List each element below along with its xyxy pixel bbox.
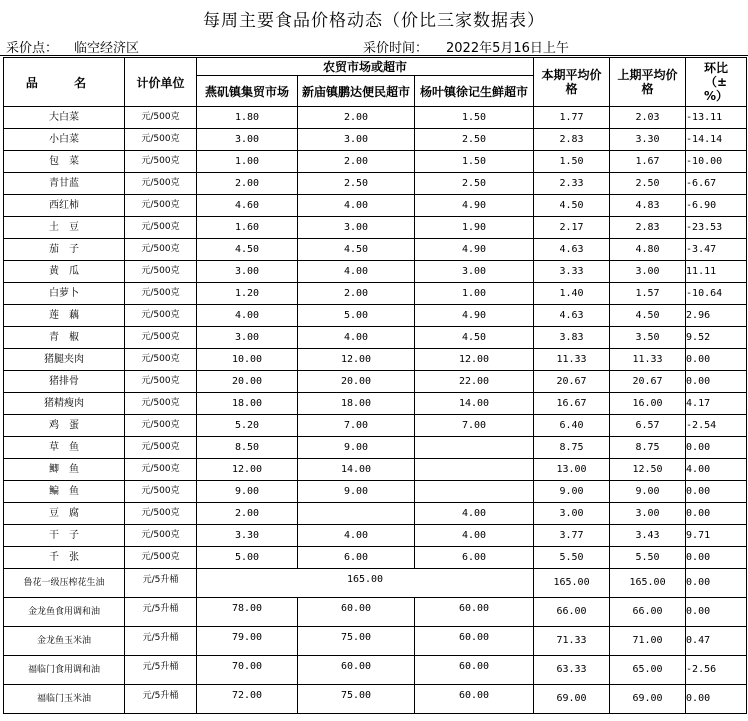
table-row: [4, 569, 747, 598]
table-row: [4, 283, 747, 305]
market-3-price: 4.90: [415, 195, 534, 217]
item-name: 鳊 鱼: [4, 481, 125, 503]
item-name: 鸡 蛋: [4, 415, 125, 437]
market-2-price: 2.50: [298, 173, 415, 195]
table-body: [4, 107, 747, 714]
market-2-price: 4.50: [298, 239, 415, 261]
market-3-price: 4.50: [415, 327, 534, 349]
header-current-avg: 本期平均价格: [534, 58, 610, 107]
market-2-price: 60.00: [298, 598, 415, 627]
market-3-price: 12.00: [415, 349, 534, 371]
item-name: 干 子: [4, 525, 125, 547]
change-pct: -6.67: [686, 173, 747, 195]
market-2-price: [298, 503, 415, 525]
table-row: [4, 305, 747, 327]
item-name: 青甘蓝: [4, 173, 125, 195]
item-unit: 元/500克: [125, 151, 197, 173]
time-value: 2022年5月16日上午: [446, 41, 569, 56]
item-unit: 元/500克: [125, 217, 197, 239]
price-table: [3, 57, 747, 714]
change-pct: -2.56: [686, 656, 747, 685]
market-1-price: 78.00: [197, 598, 298, 627]
market-1-price: 79.00: [197, 627, 298, 656]
market-2-price: 9.00: [298, 481, 415, 503]
current-avg: 69.00: [534, 685, 610, 714]
market-2-price: 14.00: [298, 459, 415, 481]
table-row: [4, 371, 747, 393]
header-market-3: 杨叶镇徐记生鲜超市: [415, 76, 534, 107]
change-pct: -10.00: [686, 151, 747, 173]
market-3-price: 4.00: [415, 525, 534, 547]
market-2-price: 2.00: [298, 283, 415, 305]
table-row: [4, 327, 747, 349]
prev-avg: 12.50: [610, 459, 686, 481]
market-3-price: [415, 481, 534, 503]
item-name: 豆 腐: [4, 503, 125, 525]
change-pct: 0.00: [686, 503, 747, 525]
meta-divider: [0, 55, 748, 56]
current-avg: 3.77: [534, 525, 610, 547]
market-1-price: 4.60: [197, 195, 298, 217]
item-unit: 元/500克: [125, 481, 197, 503]
market-2-price: 2.00: [298, 151, 415, 173]
prev-avg: 4.80: [610, 239, 686, 261]
market-1-price: 4.00: [197, 305, 298, 327]
page-title: 每周主要食品价格动态（价比三家数据表）: [203, 11, 545, 31]
current-avg: 3.33: [534, 261, 610, 283]
market-2-price: 4.00: [298, 525, 415, 547]
item-name: 青 椒: [4, 327, 125, 349]
current-avg: 11.33: [534, 349, 610, 371]
market-1-price: 5.20: [197, 415, 298, 437]
market-2-price: 5.00: [298, 305, 415, 327]
table-row: [4, 195, 747, 217]
change-pct: -23.53: [686, 217, 747, 239]
header-change: 环比（±%）: [686, 58, 747, 107]
market-2-price: 20.00: [298, 371, 415, 393]
change-pct: 11.11: [686, 261, 747, 283]
item-unit: 元/500克: [125, 261, 197, 283]
market-1-price: 2.00: [197, 173, 298, 195]
market-2-price: 7.00: [298, 415, 415, 437]
market-3-price: 2.50: [415, 173, 534, 195]
item-name: 西红柿: [4, 195, 125, 217]
current-avg: 2.33: [534, 173, 610, 195]
change-pct: -2.54: [686, 415, 747, 437]
market-3-price: 7.00: [415, 415, 534, 437]
item-unit: 元/500克: [125, 437, 197, 459]
current-avg: 63.33: [534, 656, 610, 685]
market-2-price: 3.00: [298, 217, 415, 239]
table-row: [4, 656, 747, 685]
current-avg: 3.00: [534, 503, 610, 525]
prev-avg: 2.83: [610, 217, 686, 239]
prev-avg: 3.00: [610, 261, 686, 283]
change-pct: 9.52: [686, 327, 747, 349]
market-3-price: 4.90: [415, 239, 534, 261]
prev-avg: 6.57: [610, 415, 686, 437]
item-unit: 元/5升桶: [125, 656, 197, 685]
market-2-price: 18.00: [298, 393, 415, 415]
item-name: 茄 子: [4, 239, 125, 261]
market-3-price: 2.50: [415, 129, 534, 151]
market-1-price: 1.00: [197, 151, 298, 173]
market-2-price: 9.00: [298, 437, 415, 459]
item-unit: 元/500克: [125, 173, 197, 195]
item-unit: 元/5升桶: [125, 569, 197, 598]
market-1-price: 10.00: [197, 349, 298, 371]
item-name: 小白菜: [4, 129, 125, 151]
market-3-price: 1.90: [415, 217, 534, 239]
item-unit: 元/500克: [125, 107, 197, 129]
table-row: [4, 415, 747, 437]
prev-avg: 165.00: [610, 569, 686, 598]
current-avg: 4.63: [534, 305, 610, 327]
market-1-price: 5.00: [197, 547, 298, 569]
table-row: [4, 107, 747, 129]
market-1-price: 3.00: [197, 129, 298, 151]
location-value: 临空经济区: [74, 41, 140, 56]
current-avg: 71.33: [534, 627, 610, 656]
item-unit: 元/500克: [125, 415, 197, 437]
header-market-1: 燕矶镇集贸市场: [197, 76, 298, 107]
market-2-price: 12.00: [298, 349, 415, 371]
time-label: 采价时间：: [363, 41, 429, 56]
market-2-price: 75.00: [298, 627, 415, 656]
table-row: [4, 685, 747, 714]
market-2-price: 6.00: [298, 547, 415, 569]
table-row: [4, 173, 747, 195]
item-unit: 元/500克: [125, 305, 197, 327]
change-pct: 0.00: [686, 569, 747, 598]
header-name: 品 名: [4, 58, 125, 107]
change-pct: 0.00: [686, 685, 747, 714]
market-3-price: [415, 459, 534, 481]
prev-avg: 20.67: [610, 371, 686, 393]
current-avg: 2.17: [534, 217, 610, 239]
market-1-price: 20.00: [197, 371, 298, 393]
table-row: [4, 598, 747, 627]
market-2-price: 4.00: [298, 195, 415, 217]
market-3-price: 1.50: [415, 107, 534, 129]
current-avg: 6.40: [534, 415, 610, 437]
change-pct: 4.00: [686, 459, 747, 481]
item-name: 金龙鱼玉米油: [4, 627, 125, 656]
current-avg: 13.00: [534, 459, 610, 481]
table-row: [4, 525, 747, 547]
change-pct: 2.96: [686, 305, 747, 327]
item-unit: 元/500克: [125, 547, 197, 569]
market-3-price: 22.00: [415, 371, 534, 393]
item-name: 白萝卜: [4, 283, 125, 305]
market-2-price: 2.00: [298, 107, 415, 129]
item-unit: 元/5升桶: [125, 685, 197, 714]
prev-avg: 2.50: [610, 173, 686, 195]
item-unit: 元/500克: [125, 459, 197, 481]
item-name: 包 菜: [4, 151, 125, 173]
market-3-price: 60.00: [415, 685, 534, 714]
item-name: 黄 瓜: [4, 261, 125, 283]
market-1-price: 2.00: [197, 503, 298, 525]
table-row: [4, 151, 747, 173]
prev-avg: 71.00: [610, 627, 686, 656]
change-pct: 0.00: [686, 437, 747, 459]
table-row: [4, 239, 747, 261]
change-pct: -3.47: [686, 239, 747, 261]
item-unit: 元/500克: [125, 129, 197, 151]
table-row: [4, 547, 747, 569]
market-3-price: 1.00: [415, 283, 534, 305]
prev-avg: 16.00: [610, 393, 686, 415]
prev-avg: 4.50: [610, 305, 686, 327]
market-1-price: 70.00: [197, 656, 298, 685]
change-pct: -14.14: [686, 129, 747, 151]
table-row: [4, 437, 747, 459]
item-unit: 元/500克: [125, 393, 197, 415]
current-avg: 20.67: [534, 371, 610, 393]
table-row: [4, 459, 747, 481]
market-1-price: 4.50: [197, 239, 298, 261]
current-avg: 8.75: [534, 437, 610, 459]
prev-avg: 1.67: [610, 151, 686, 173]
header-market-group: 农贸市场或超市: [197, 58, 534, 76]
item-name: 大白菜: [4, 107, 125, 129]
item-name: 鲫 鱼: [4, 459, 125, 481]
item-name: 千 张: [4, 547, 125, 569]
table-row: [4, 349, 747, 371]
market-3-price: 3.00: [415, 261, 534, 283]
market-3-price: 60.00: [415, 627, 534, 656]
prev-avg: 65.00: [610, 656, 686, 685]
change-pct: 0.47: [686, 627, 747, 656]
table-row: [4, 129, 747, 151]
item-name: 福临门食用调和油: [4, 656, 125, 685]
market-3-price: 60.00: [415, 598, 534, 627]
prev-avg: 3.30: [610, 129, 686, 151]
market-1-price: 12.00: [197, 459, 298, 481]
item-unit: 元/5升桶: [125, 627, 197, 656]
item-unit: 元/500克: [125, 349, 197, 371]
item-name: 金龙鱼食用调和油: [4, 598, 125, 627]
prev-avg: 3.00: [610, 503, 686, 525]
prev-avg: 3.43: [610, 525, 686, 547]
prev-avg: 1.57: [610, 283, 686, 305]
market-1-price: 3.00: [197, 327, 298, 349]
item-unit: 元/500克: [125, 371, 197, 393]
market-1-price: 1.80: [197, 107, 298, 129]
item-name: 土 豆: [4, 217, 125, 239]
item-unit: 元/500克: [125, 195, 197, 217]
market-1-price: 8.50: [197, 437, 298, 459]
prev-avg: 3.50: [610, 327, 686, 349]
merged-market-price: 165.00: [197, 569, 534, 598]
current-avg: 4.50: [534, 195, 610, 217]
table-row: [4, 503, 747, 525]
current-avg: 1.50: [534, 151, 610, 173]
market-3-price: 4.90: [415, 305, 534, 327]
market-1-price: 1.20: [197, 283, 298, 305]
current-avg: 9.00: [534, 481, 610, 503]
item-name: 草 鱼: [4, 437, 125, 459]
market-3-price: 4.00: [415, 503, 534, 525]
market-3-price: 60.00: [415, 656, 534, 685]
current-avg: 1.40: [534, 283, 610, 305]
item-unit: 元/500克: [125, 525, 197, 547]
prev-avg: 4.83: [610, 195, 686, 217]
current-avg: 1.77: [534, 107, 610, 129]
market-1-price: 3.00: [197, 261, 298, 283]
change-pct: 0.00: [686, 547, 747, 569]
item-name: 猪腿夹肉: [4, 349, 125, 371]
prev-avg: 8.75: [610, 437, 686, 459]
header-market-2: 新庙镇鹏达便民超市: [298, 76, 415, 107]
market-2-price: 4.00: [298, 327, 415, 349]
current-avg: 16.67: [534, 393, 610, 415]
market-1-price: 9.00: [197, 481, 298, 503]
market-3-price: 6.00: [415, 547, 534, 569]
table-row: [4, 261, 747, 283]
item-name: 福临门玉米油: [4, 685, 125, 714]
item-name: 猪排骨: [4, 371, 125, 393]
market-1-price: 18.00: [197, 393, 298, 415]
change-pct: -6.90: [686, 195, 747, 217]
item-unit: 元/500克: [125, 327, 197, 349]
table-row: [4, 481, 747, 503]
current-avg: 3.83: [534, 327, 610, 349]
header-prev-avg: 上期平均价格: [610, 58, 686, 107]
change-pct: 4.17: [686, 393, 747, 415]
change-pct: -10.64: [686, 283, 747, 305]
header-unit: 计价单位: [125, 58, 197, 107]
current-avg: 165.00: [534, 569, 610, 598]
current-avg: 66.00: [534, 598, 610, 627]
current-avg: 4.63: [534, 239, 610, 261]
change-pct: 9.71: [686, 525, 747, 547]
market-2-price: 4.00: [298, 261, 415, 283]
market-1-price: 72.00: [197, 685, 298, 714]
market-2-price: 75.00: [298, 685, 415, 714]
item-unit: 元/500克: [125, 239, 197, 261]
item-unit: 元/500克: [125, 283, 197, 305]
market-1-price: 3.30: [197, 525, 298, 547]
market-2-price: 3.00: [298, 129, 415, 151]
change-pct: 0.00: [686, 481, 747, 503]
item-name: 鲁花一级压榨花生油: [4, 569, 125, 598]
prev-avg: 9.00: [610, 481, 686, 503]
prev-avg: 66.00: [610, 598, 686, 627]
market-3-price: [415, 437, 534, 459]
prev-avg: 69.00: [610, 685, 686, 714]
market-2-price: 60.00: [298, 656, 415, 685]
item-unit: 元/500克: [125, 503, 197, 525]
change-pct: -13.11: [686, 107, 747, 129]
prev-avg: 5.50: [610, 547, 686, 569]
table-row: [4, 627, 747, 656]
prev-avg: 2.03: [610, 107, 686, 129]
item-name: 莲 藕: [4, 305, 125, 327]
table-row: [4, 217, 747, 239]
market-1-price: 1.60: [197, 217, 298, 239]
market-3-price: 1.50: [415, 151, 534, 173]
current-avg: 2.83: [534, 129, 610, 151]
change-pct: 0.00: [686, 598, 747, 627]
item-name: 猪精瘦肉: [4, 393, 125, 415]
table-row: [4, 393, 747, 415]
current-avg: 5.50: [534, 547, 610, 569]
item-unit: 元/5升桶: [125, 598, 197, 627]
change-pct: 0.00: [686, 349, 747, 371]
market-3-price: 14.00: [415, 393, 534, 415]
prev-avg: 11.33: [610, 349, 686, 371]
location-label: 采价点：: [6, 41, 59, 56]
change-pct: 0.00: [686, 371, 747, 393]
